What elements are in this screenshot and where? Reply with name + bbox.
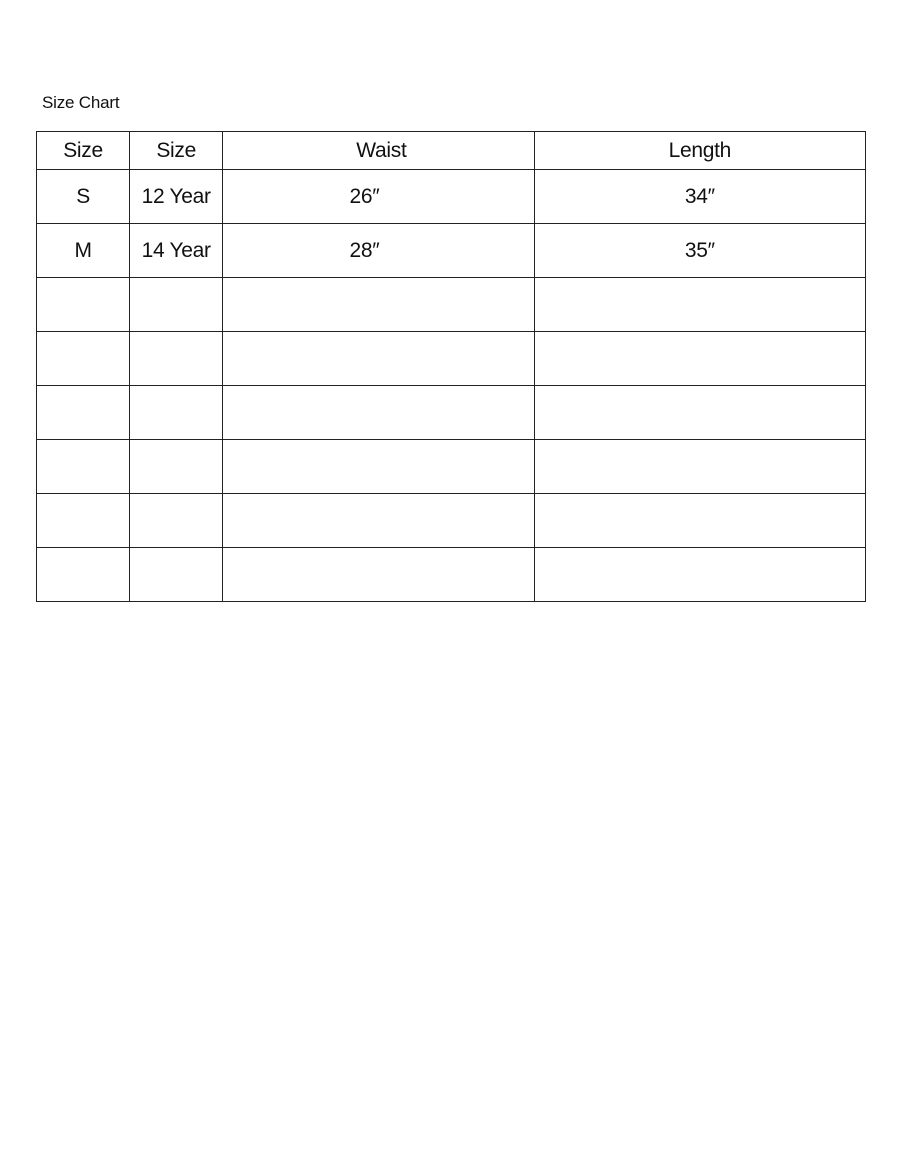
table-row bbox=[37, 494, 866, 548]
cell-size-age bbox=[130, 278, 223, 332]
cell-length: 35″ bbox=[534, 224, 865, 278]
table-row bbox=[37, 224, 866, 278]
cell-waist-value: 28″ bbox=[349, 238, 380, 262]
cell-size-age: 12 Year bbox=[130, 170, 223, 224]
cell-size-age bbox=[130, 440, 223, 494]
cell-size-letter: M bbox=[37, 224, 130, 278]
cell-size-letter bbox=[37, 494, 130, 548]
cell-length bbox=[534, 440, 865, 494]
cell-size-letter bbox=[37, 278, 130, 332]
cell-length bbox=[534, 386, 865, 440]
header-length: Length bbox=[534, 132, 865, 170]
header-size-age: Size bbox=[130, 132, 223, 170]
cell-size-age bbox=[130, 386, 223, 440]
cell-size-letter bbox=[37, 386, 130, 440]
page-title: Size Chart bbox=[42, 93, 120, 112]
cell-waist bbox=[223, 170, 534, 224]
cell-size-age bbox=[130, 332, 223, 386]
cell-length: 34″ bbox=[534, 170, 865, 224]
header-waist-label: Waist bbox=[356, 138, 407, 162]
size-chart-table bbox=[36, 131, 866, 602]
cell-waist bbox=[223, 548, 534, 602]
cell-length bbox=[534, 278, 865, 332]
table-row bbox=[37, 386, 866, 440]
header-size-letter: Size bbox=[37, 132, 130, 170]
table-row bbox=[37, 548, 866, 602]
table-row bbox=[37, 440, 866, 494]
cell-waist bbox=[223, 332, 534, 386]
cell-size-letter bbox=[37, 440, 130, 494]
cell-waist bbox=[223, 440, 534, 494]
header-waist bbox=[223, 132, 534, 170]
cell-waist bbox=[223, 494, 534, 548]
table-row bbox=[37, 332, 866, 386]
cell-length bbox=[534, 494, 865, 548]
table-header-row bbox=[37, 132, 866, 170]
table-row bbox=[37, 278, 866, 332]
cell-waist bbox=[223, 278, 534, 332]
cell-length bbox=[534, 332, 865, 386]
cell-size-age bbox=[130, 494, 223, 548]
cell-size-letter bbox=[37, 332, 130, 386]
cell-size-age: 14 Year bbox=[130, 224, 223, 278]
cell-size-age bbox=[130, 548, 223, 602]
cell-waist-value: 26″ bbox=[349, 184, 380, 208]
table-row bbox=[37, 170, 866, 224]
cell-size-letter bbox=[37, 548, 130, 602]
cell-size-letter: S bbox=[37, 170, 130, 224]
cell-waist bbox=[223, 386, 534, 440]
cell-length bbox=[534, 548, 865, 602]
cell-waist bbox=[223, 224, 534, 278]
